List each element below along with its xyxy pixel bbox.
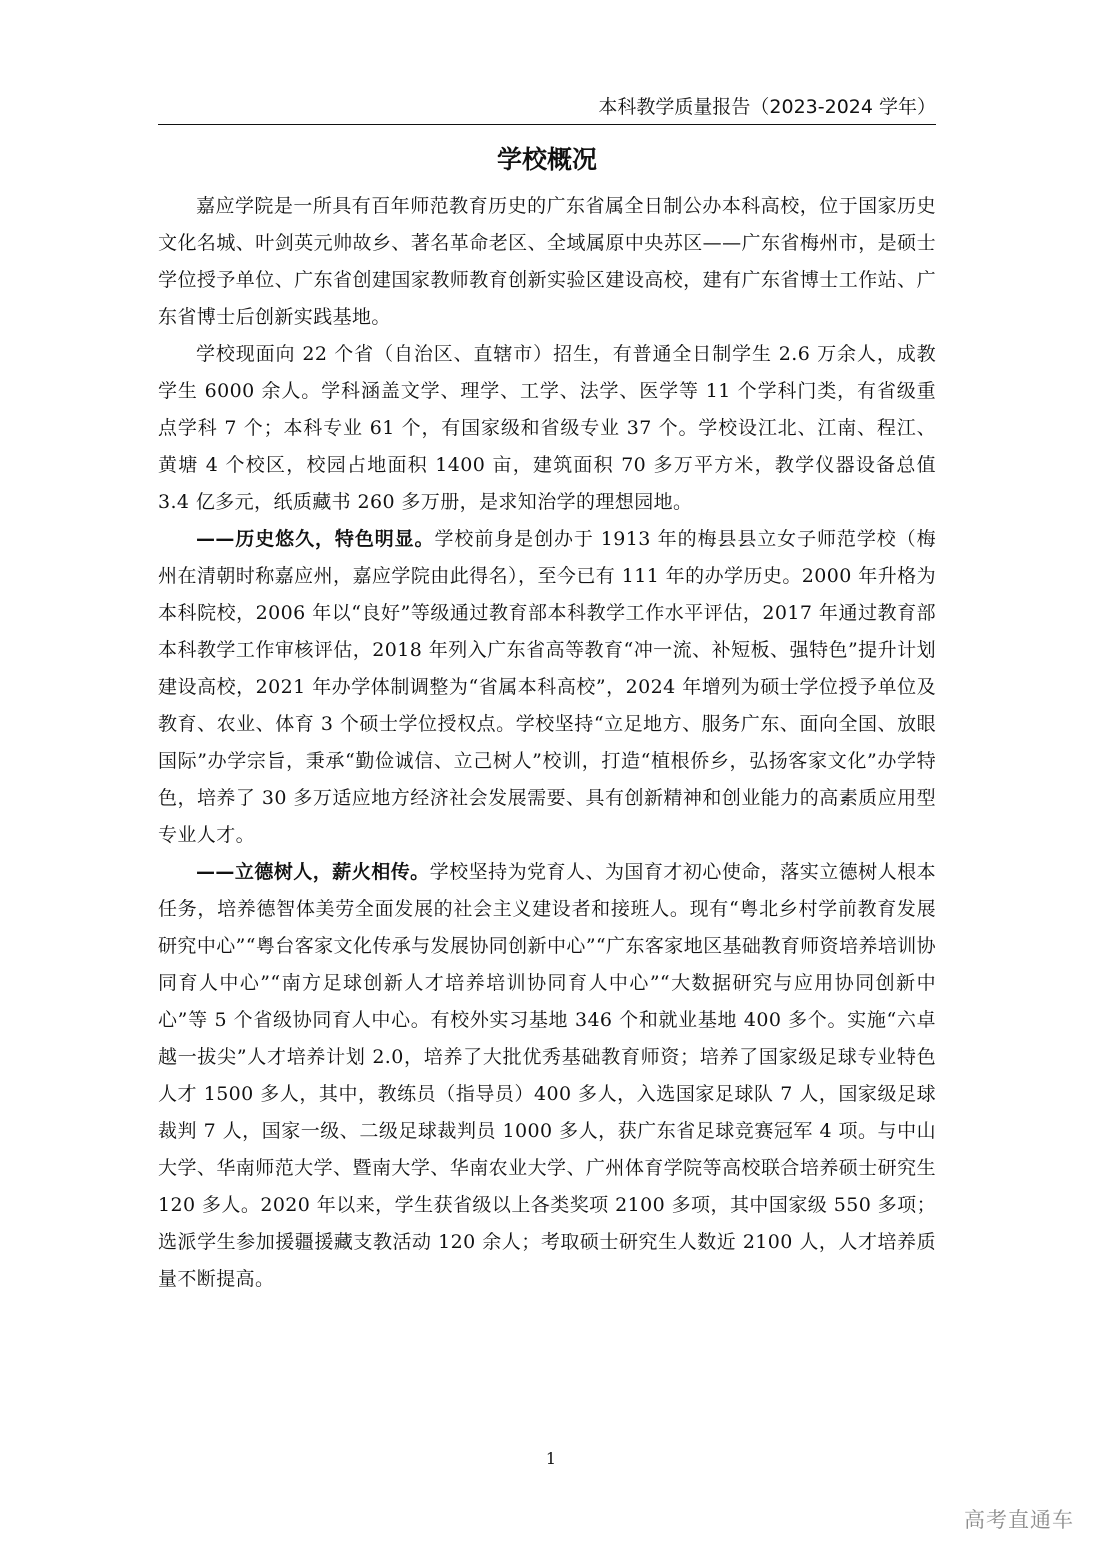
paragraph-history — [158, 521, 936, 854]
paragraph-intro-text: 嘉应学院是一所具有百年师范教育历史的广东省属全日制公办本科高校，位于国家历史文化名城、叶剑英元帅故乡、著名革命老区、全域属原中央苏区——广东省梅州市，是硕士学位授予单位、广东省创建国家教师教育创新实验区建设高校，建有广东省博士工作站、广东省博士后创新实践基地。 — [158, 195, 936, 328]
paragraph-scale-text: 学校现面向 22 个省（自治区、直辖市）招生，有普通全日制学生 2.6 万余人，成教学生 6000 余人。学科涵盖文学、理学、工学、法学、医学等 11 个学科门类，有省级重点学科 7 个；本科专业 61 个，有国家级和省级专业 37 个。学校设江北、江南、程江、黄塘 4 个校区，校园占地面积 1400 亩，建筑面积 70 多万平方米，教学仪器设备总值 3.4 亿多元，纸质藏书 260 多万册，是求知治学的理想园地。 — [158, 343, 936, 513]
watermark: 高考直通车 — [964, 1508, 1074, 1532]
paragraph-scale — [158, 336, 936, 521]
header-divider — [158, 124, 936, 125]
body-text — [158, 188, 936, 1298]
paragraph-history-lead: ——历史悠久，特色明显。 — [196, 528, 435, 550]
paragraph-education-lead: ——立德树人，薪火相传。 — [196, 861, 430, 883]
section-title: 学校概况 — [496, 145, 597, 174]
paragraph-history-text: 学校前身是创办于 1913 年的梅县县立女子师范学校（梅州在清朝时称嘉应州，嘉应学院由此得名），至今已有 111 年的办学历史。2000 年升格为本科院校，2006 年以“良好”等级通过教育部本科教学工作水平评估，2017 年通过教育部本科教学工作审核评估，2018 年列入广东省高等教育“冲一流、补短板、强特色”提升计划建设高校，2021 年办学体制调整为“省属本科高校”，2024 年增列为硕士学位授予单位及教育、农业、体育 3 个硕士学位授权点。学校坚持“立足地方、服务广东、面向全国、放眼国际”办学宗旨，秉承“勤俭诚信、立己树人”校训，打造“植根侨乡，弘扬客家文化”办学特色，培养了 30 多万适应地方经济社会发展需要、具有创新精神和创业能力的高素质应用型专业人才。 — [158, 528, 936, 846]
paragraph-intro — [158, 188, 936, 336]
running-header: 本科教学质量报告（2023-2024 学年） — [598, 96, 936, 118]
page-number: 1 — [545, 1449, 557, 1468]
paragraph-education-text: 学校坚持为党育人、为国育才初心使命，落实立德树人根本任务，培养德智体美劳全面发展的社会主义建设者和接班人。现有“粤北乡村学前教育发展研究中心”“粤台客家文化传承与发展协同创新中心”“广东客家地区基础教育师资培养培训协同育人中心”“南方足球创新人才培养培训协同育人中心”“大数据研究与应用协同创新中心”等 5 个省级协同育人中心。有校外实习基地 346 个和就业基地 400 多个。实施“六卓越一拔尖”人才培养计划 2.0，培养了大批优秀基础教育师资；培养了国家级足球专业特色人才 1500 多人，其中，教练员（指导员）400 多人，入选国家足球队 7 人，国家级足球裁判 7 人，国家一级、二级足球裁判员 1000 多人，获广东省足球竞赛冠军 4 项。与中山大学、华南师范大学、暨南大学、华南农业大学、广州体育学院等高校联合培养硕士研究生 120 多人。2020 年以来，学生获省级以上各类奖项 2100 多项，其中国家级 550 多项；选派学生参加援疆援藏支教活动 120 余人；考取硕士研究生人数近 2100 人，人才培养质量不断提高。 — [158, 861, 936, 1290]
paragraph-education — [158, 854, 936, 1298]
